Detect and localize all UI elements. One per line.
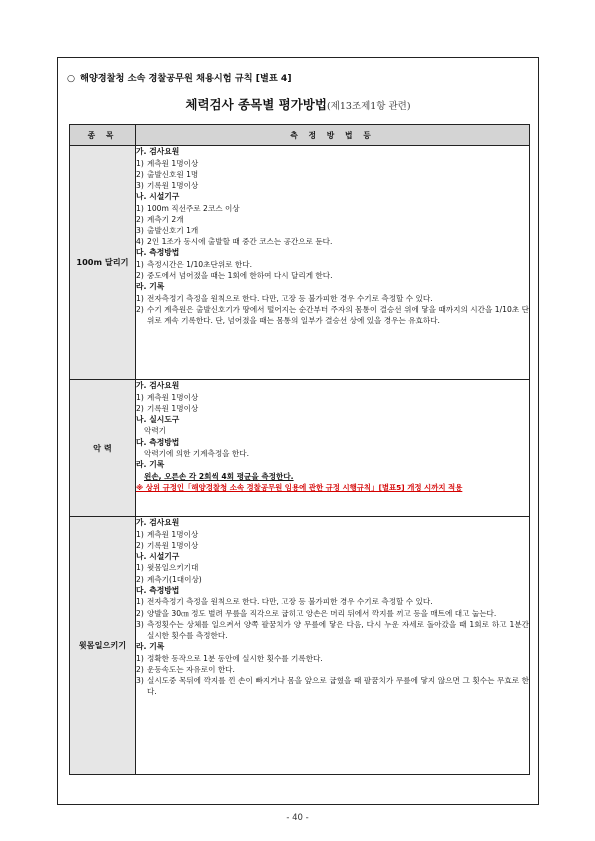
notice-text: ※ 상위 규정인「해양경찰청 소속 경찰공무원 임용에 관한 규정 시행규칙」[별표5] 개정 시까지 적용 (136, 483, 463, 493)
list-item-text: 운동속도는 자유로이 한다. (147, 664, 235, 674)
list-item (136, 180, 529, 191)
list-item (136, 675, 529, 697)
page-title-sub: (제13조제1항 관련) (326, 101, 411, 112)
list-item-number: 2) (136, 608, 144, 618)
section-heading: 가. 검사요원 (136, 381, 180, 390)
list-item (136, 270, 529, 281)
list-item-text: 실시도중 목뒤에 깍지를 낀 손이 빠지거나 몸을 앞으로 굽혔을 때 팔꿈치가 무릎에 닿지 않으면 그 횟수는 무효로 한다. (147, 676, 529, 697)
list-item-number: 1) (136, 293, 144, 303)
list-item-number: 1) (136, 203, 144, 213)
list-item (136, 158, 529, 169)
list-item (136, 471, 529, 482)
table-row (70, 146, 530, 380)
list-item (136, 562, 529, 573)
column-header-item: 종 목 (70, 125, 136, 146)
regulation-title: 해양경찰청 소속 경찰공무원 채용시험 규칙 [별표 4] (80, 73, 292, 84)
list-item-text: 왼손, 오른손 각 2회씩 4회 평균을 측정한다. (144, 471, 294, 481)
list-item-text: 계측기(1대이상) (147, 574, 202, 584)
table-row (70, 380, 530, 517)
page-number: - 40 - (286, 813, 309, 823)
list-item-text: 출발신호원 1명 (147, 169, 199, 179)
list-item-text: 기록원 1명이상 (147, 403, 199, 413)
list-item-number: 3) (136, 676, 144, 686)
section-heading: 다. 측정방법 (136, 248, 180, 258)
list-item (136, 259, 529, 270)
list-item-number: 1) (136, 563, 144, 573)
list-item (136, 608, 529, 619)
item-name-cell: 윗몸일으키기 (70, 517, 136, 775)
list-item-number: 1) (136, 158, 144, 168)
method-cell (136, 380, 530, 517)
page-title (58, 94, 538, 113)
list-item-number: 2) (136, 169, 144, 179)
list-item-text: 기록원 1명이상 (147, 540, 199, 550)
table-header-row (70, 125, 530, 146)
list-item-number: 1) (136, 653, 144, 663)
list-item (136, 169, 529, 180)
section-heading: 라. 기록 (136, 282, 165, 292)
page-title-main: 체력검사 종목별 평가방법 (185, 97, 327, 112)
list-item-text: 전자측정기 측정을 원칙으로 한다. 다만, 고장 등 불가피한 경우 수기로 측정할 수 있다. (147, 597, 433, 607)
section-heading: 라. 기록 (136, 642, 165, 652)
list-item-text: 악력기에 의한 기계측정을 한다. (144, 449, 250, 459)
method-cell (136, 146, 530, 380)
list-item-number: 1) (136, 597, 144, 607)
list-item-text: 계측원 1명이상 (147, 392, 199, 402)
list-item (136, 529, 529, 540)
list-item-text: 측정시간은 1/10초단위로 한다. (147, 259, 252, 269)
list-item-number: 2) (136, 305, 144, 315)
list-item-text: 계측원 1명이상 (147, 158, 199, 168)
list-item (136, 596, 529, 607)
list-item (136, 403, 529, 414)
list-item-text: 측정횟수는 상체를 일으켜서 양쪽 팔꿈치가 양 무릎에 닿은 다음, 다시 누운 자세로 돌아갔을 때 1회로 하고 1분간 실시한 횟수를 측정한다. (147, 619, 529, 640)
list-item (136, 540, 529, 551)
section-heading: 나. 시설기구 (136, 192, 180, 202)
section-heading: 다. 측정방법 (136, 437, 180, 447)
list-item-text: 출발신호기 1개 (147, 226, 199, 236)
list-item (136, 448, 529, 459)
list-item-text: 계측기 2개 (147, 214, 184, 224)
list-item-text: 윗몸일으키기대 (147, 563, 199, 573)
table-row (70, 517, 530, 775)
list-item-number: 2) (136, 214, 144, 224)
list-item-number: 2) (136, 664, 144, 674)
list-item-text: 정확한 동작으로 1분 동안에 실시한 횟수를 기록한다. (147, 653, 323, 663)
list-item (136, 236, 529, 247)
list-item (136, 293, 529, 304)
item-name-cell: 악 력 (70, 380, 136, 517)
list-item-text: 악력기 (144, 426, 167, 436)
list-item-number: 1) (136, 392, 144, 402)
list-item-text: 기록원 1명이상 (147, 180, 199, 190)
list-item-number: 1) (136, 529, 144, 539)
list-item (136, 653, 529, 664)
list-item (136, 664, 529, 675)
list-item (136, 619, 529, 641)
section-heading: 나. 시설기구 (136, 551, 180, 561)
list-item-text: 중도에서 넘어졌을 때는 1회에 한하여 다시 달리게 한다. (147, 271, 333, 281)
list-item-text: 계측원 1명이상 (147, 529, 199, 539)
list-item (136, 225, 529, 236)
list-item-number: 1) (136, 259, 144, 269)
list-item-text: 전자측정기 측정을 원칙으로 한다. 다만, 고장 등 불가피한 경우 수기로 측정할 수 있다. (147, 293, 433, 303)
list-item-number: 2) (136, 271, 144, 281)
item-name-cell: 100m 달리기 (70, 146, 136, 380)
section-heading: 가. 검사요원 (136, 147, 180, 156)
list-item-text: 수기 계측원은 출발신호기가 땅에서 떨어지는 순간부터 주자의 몸통이 결승선 위에 닿을 때까지의 시간을 1/10초 단위로 계속 기록한다. 단, 넘어졌을 때는 몸통의 일부가 결승선 상에 있을 경우는 유효하다. (147, 305, 529, 326)
regulation-header (67, 70, 292, 84)
list-item-number: 2) (136, 403, 144, 413)
list-item-number: 4) (136, 237, 144, 247)
list-item-number: 3) (136, 180, 144, 190)
list-item (136, 304, 529, 326)
section-heading: 나. 실시도구 (136, 414, 180, 424)
list-item-number: 3) (136, 619, 144, 629)
list-item-text: 100m 직선주로 2코스 이상 (147, 203, 240, 213)
column-header-method: 측 정 방 법 등 (136, 125, 530, 146)
list-item (136, 392, 529, 403)
list-item-number: 2) (136, 540, 144, 550)
list-item (136, 425, 529, 436)
evaluation-table (69, 124, 530, 775)
section-heading: 라. 기록 (136, 460, 165, 470)
list-item (136, 203, 529, 214)
list-item-number: 2) (136, 574, 144, 584)
list-item-text: 2인 1조가 동시에 출발할 때 중간 코스는 공간으로 둔다. (147, 237, 333, 247)
method-cell (136, 517, 530, 775)
section-heading: 다. 측정방법 (136, 585, 180, 595)
circle-bullet-icon: ○ (67, 73, 76, 84)
list-item-number: 3) (136, 226, 144, 236)
list-item-text: 양발을 30㎝ 정도 벌려 무릎을 직각으로 굽히고 앙손은 머리 뒤에서 깍지를 끼고 등을 매트에 대고 눕는다. (147, 608, 497, 618)
section-heading: 가. 검사요원 (136, 518, 180, 527)
list-item (136, 214, 529, 225)
list-item (136, 574, 529, 585)
document-frame (57, 57, 539, 805)
